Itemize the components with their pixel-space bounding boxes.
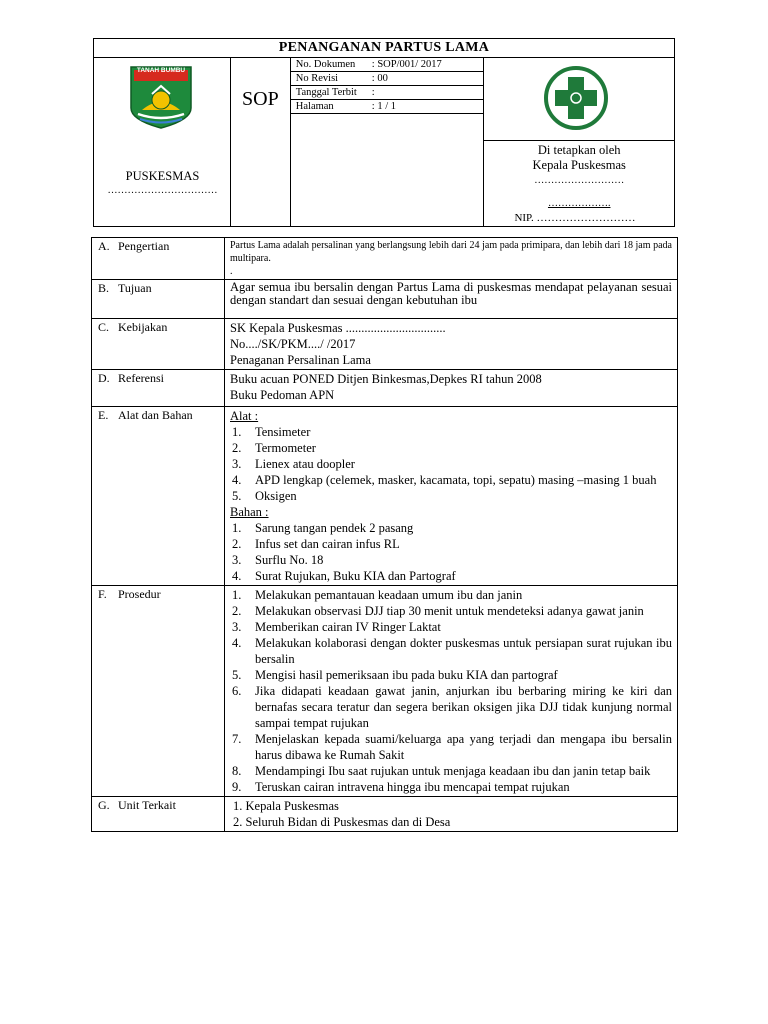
section-label-g: G. Unit Terkait <box>92 797 225 832</box>
org-name: PUSKESMAS <box>125 169 200 183</box>
list-item: 5. Oksigen <box>232 489 297 503</box>
row-alat-bahan <box>92 407 678 586</box>
bahan-heading: Bahan : <box>230 505 269 519</box>
section-label-a: A. Pengertian <box>92 238 225 280</box>
approval-dots-2: ………………. <box>547 198 611 209</box>
unit-line-2: 2. Seluruh Bidan di Puskesmas dan di Desa <box>233 815 451 829</box>
row-pengertian <box>92 238 678 280</box>
list-item: 1. Sarung tangan pendek 2 pasang <box>232 521 414 535</box>
list-item: 2. Termometer <box>232 441 316 455</box>
row-tujuan <box>92 280 678 319</box>
sop-cell <box>230 58 290 227</box>
meta-doc-number: No. Dokumen : SOP/001/ 2017 <box>291 58 484 72</box>
bahan-list <box>230 520 672 584</box>
section-content-b <box>225 280 678 319</box>
section-label-d: D. Referensi <box>92 370 225 407</box>
sop-label: SOP <box>242 88 279 110</box>
list-item: 8. Mendampingi Ibu saat rujukan untuk menjaga keadaan ibu dan janin tetap baik <box>232 764 651 778</box>
section-content-a <box>225 238 678 280</box>
kebijakan-line-1: SK Kepala Puskesmas ................................ <box>230 321 446 335</box>
pengertian-dot: . <box>230 266 233 277</box>
meta-revision: No Revisi : 00 <box>291 72 484 86</box>
meta-issue-date: Tanggal Terbit : <box>291 86 484 100</box>
list-item: 7. Menjelaskan kepada suami/keluarga apa yang terjadi dan mengapa ibu bersalin harus dibawa ke Rumah Sakit <box>232 732 672 762</box>
section-label-e: E. Alat dan Bahan <box>92 407 225 586</box>
list-item: 6. Jika didapati keadaan gawat janin, anjurkan ibu berbaring miring ke kiri dan bernafas secara teratur dan segera berikan oksigen jika DJJ tidak kunjung normal sampai tempat rujukan <box>232 684 672 730</box>
list-item: 1. Melakukan pemantauan keadaan umum ibu dan janin <box>232 588 523 602</box>
document-title: PENANGANAN PARTUS LAMA <box>94 39 675 58</box>
section-content-g <box>225 797 678 832</box>
section-label-c: C. Kebijakan <box>92 319 225 370</box>
approval-cell <box>484 58 675 227</box>
list-item: 3. Lienex atau doopler <box>232 457 355 471</box>
approval-line-1: Di tetapkan oleh <box>537 143 621 157</box>
kebijakan-line-3: Penaganan Persalinan Lama <box>230 353 371 367</box>
list-item: 2. Infus set dan cairan infus RL <box>232 537 400 551</box>
meta-page: Halaman : 1 / 1 <box>291 100 484 114</box>
org-dots: …………………………… <box>107 185 218 196</box>
list-item: 3. Memberikan cairan IV Ringer Laktat <box>232 620 441 634</box>
row-referensi <box>92 370 678 407</box>
approval-line-2: Kepala Puskesmas <box>532 158 626 172</box>
section-content-e <box>225 407 678 586</box>
puskesmas-logo-box <box>484 58 674 141</box>
pengertian-text: Partus Lama adalah persalinan yang berlangsung lebih dari 24 jam pada primipara, dan lebih dari 18 jam pada multipara. <box>230 240 672 264</box>
emblem-caption: TANAH BUMBU <box>136 67 186 74</box>
list-item: 5. Mengisi hasil pemeriksaan ibu pada buku KIA dan partograf <box>232 668 558 682</box>
kebijakan-line-2: No..../SK/PKM..../ /2017 <box>230 337 356 351</box>
alat-list <box>230 424 672 504</box>
prosedur-list <box>230 587 672 795</box>
row-unit-terkait <box>92 797 678 832</box>
tujuan-text: Agar semua ibu bersalin dengan Partus Lama di puskesmas mendapat pelayanan sesuai dengan standart dan sesuai dengan kebutuhan ibu <box>230 280 672 307</box>
list-item: 3. Surflu No. 18 <box>232 553 324 567</box>
sop-content-table <box>91 237 678 832</box>
unit-line-1: 1. Kepala Puskesmas <box>233 799 339 813</box>
puskesmas-cross-icon <box>543 65 609 131</box>
meta-cell <box>290 58 484 227</box>
section-label-f: F. Prosedur <box>92 586 225 797</box>
list-item: 2. Melakukan observasi DJJ tiap 30 menit untuk mendeteksi adanya gawat janin <box>232 604 644 618</box>
approval-dots-1: ……………………… <box>534 175 625 186</box>
row-prosedur <box>92 586 678 797</box>
referensi-line-1: Buku acuan PONED Ditjen Binkesmas,Depkes RI tahun 2008 <box>230 372 542 386</box>
list-item: 4. Melakukan kolaborasi dengan dokter puskesmas untuk persiapan surat rujukan ibu bersalin <box>232 636 672 666</box>
row-kebijakan <box>92 319 678 370</box>
list-item: 9. Teruskan cairan intravena hingga ibu mencapai tempat rujukan <box>232 780 570 794</box>
list-item: 4. Surat Rujukan, Buku KIA dan Partograf <box>232 569 456 583</box>
section-content-f <box>225 586 678 797</box>
org-cell <box>94 58 231 227</box>
referensi-line-2: Buku Pedoman APN <box>230 388 335 402</box>
alat-heading: Alat : <box>230 409 259 423</box>
section-content-d <box>225 370 678 407</box>
nip-line: NIP. ……………………… <box>514 212 636 224</box>
section-label-b: B. Tujuan <box>92 280 225 319</box>
sop-header-table <box>93 38 675 227</box>
section-content-c <box>225 319 678 370</box>
list-item: 4. APD lengkap (celemek, masker, kacamata, topi, sepatu) masing –masing 1 buah <box>232 473 657 487</box>
list-item: 1. Tensimeter <box>232 425 311 439</box>
